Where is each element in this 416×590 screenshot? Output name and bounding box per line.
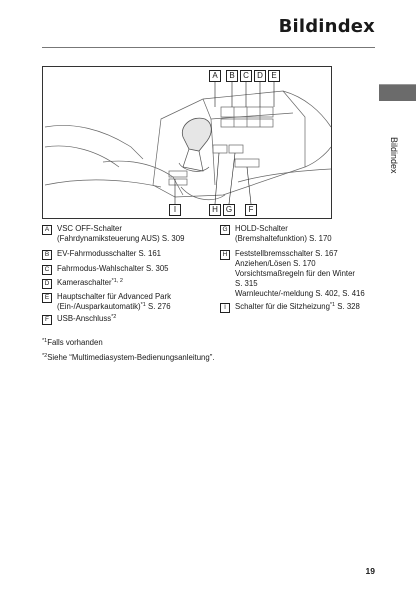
entry-e-text-2: (Ein-/Ausparkautomatik) xyxy=(57,302,141,311)
callout-c: C xyxy=(240,70,252,82)
seat-heater-switch-bottom xyxy=(169,179,187,185)
entry-f-letter: F xyxy=(42,315,52,325)
callout-h: H xyxy=(209,204,221,216)
entry-f-footnote-mark: *2 xyxy=(111,314,117,320)
entry-g-text-2[interactable]: (Bremshaltefunktion) S. 170 xyxy=(235,234,332,243)
entry-i-letter: I xyxy=(220,303,230,313)
left-contour-line-2 xyxy=(45,146,119,167)
entry-d-footnote-mark: *1, 2 xyxy=(111,278,123,284)
parking-brake-switch xyxy=(213,145,227,153)
callout-i: I xyxy=(169,204,181,216)
entry-g-letter: G xyxy=(220,225,230,235)
entry-a-text-2[interactable]: (Fahrdynamiksteuerung AUS) S. 309 xyxy=(57,234,185,243)
gear-shifter-boot xyxy=(183,149,203,171)
console-top-edge xyxy=(203,99,293,119)
leader-line-g xyxy=(229,153,235,204)
entry-e-text: Hauptschalter für Advanced Park xyxy=(57,292,171,301)
footnote-1 xyxy=(42,338,103,348)
entry-i-footnote-mark: *1 xyxy=(329,302,336,308)
tray-edge xyxy=(181,187,225,200)
callout-a: A xyxy=(209,70,221,82)
console-drawing xyxy=(43,67,333,220)
footnote-2-mark: *2 xyxy=(42,353,48,359)
footnote-2 xyxy=(42,353,215,363)
entry-h-text-2[interactable]: Anziehen/Lösen S. 170 xyxy=(235,259,316,268)
entry-g-text: HOLD-Schalter xyxy=(235,224,288,233)
entry-b-letter: B xyxy=(42,250,52,260)
page-number: 19 xyxy=(365,566,375,576)
right-entry-list xyxy=(220,224,380,324)
entry-h-text[interactable]: Feststellbremsschalter S. 167 xyxy=(235,249,338,258)
callout-g: G xyxy=(223,204,235,216)
left-contour-line xyxy=(45,125,143,159)
leader-line-h xyxy=(215,153,219,204)
callout-d: D xyxy=(254,70,266,82)
entry-i-page-ref[interactable]: S. 328 xyxy=(335,302,360,311)
chapter-tab-marker xyxy=(379,85,416,101)
entry-e-page-ref[interactable]: S. 276 xyxy=(145,302,171,311)
entry-f-text: USB-Anschluss xyxy=(57,314,112,323)
entry-i-text: Schalter für die Sitzheizung xyxy=(235,302,330,311)
console-illustration xyxy=(42,66,332,219)
footnote-1-mark: *1 xyxy=(42,338,48,344)
entry-b-text[interactable]: EV-Fahrmodusschalter S. 161 xyxy=(57,249,162,258)
entry-e-footnote-mark: *1 xyxy=(140,302,146,308)
entry-e-letter: E xyxy=(42,293,52,303)
footnote-1-text: Falls vorhanden xyxy=(47,338,103,347)
callout-b: B xyxy=(226,70,238,82)
right-lower-contour xyxy=(305,147,331,167)
page-title: Bildindex xyxy=(278,16,375,37)
entry-a-text: VSC OFF-Schalter xyxy=(57,224,122,233)
footnote-2-text: Siehe “Multimediasystem-Bedienungsanleitung”. xyxy=(47,353,215,362)
gear-shifter-knob xyxy=(182,118,211,151)
entry-h-text-4[interactable]: S. 315 xyxy=(235,279,258,288)
right-bottom-line xyxy=(238,169,331,182)
entry-d-text: Kameraschalter xyxy=(57,278,112,287)
hold-switch xyxy=(229,145,243,153)
seat-edge xyxy=(103,161,183,195)
left-entry-list xyxy=(42,224,212,334)
lower-left-curve xyxy=(45,180,161,187)
chapter-tab-label: Bildindex xyxy=(389,137,399,174)
usb-port xyxy=(235,159,259,167)
chapter-tab[interactable] xyxy=(379,84,416,243)
entry-d-letter: D xyxy=(42,279,52,289)
callout-f: F xyxy=(245,204,257,216)
entry-h-letter: H xyxy=(220,250,230,260)
entry-a-letter: A xyxy=(42,225,52,235)
entry-c-text[interactable]: Fahrmodus-Wahlschalter S. 305 xyxy=(57,264,169,273)
title-divider xyxy=(42,47,375,48)
entry-h-text-3: Vorsichtsmaßregeln für den Winter xyxy=(235,269,356,278)
right-contour xyxy=(283,91,331,127)
entry-c-letter: C xyxy=(42,265,52,275)
entry-h-text-5[interactable]: Warnleuchte/-meldung S. 402, S. 416 xyxy=(235,289,365,298)
callout-e: E xyxy=(268,70,280,82)
